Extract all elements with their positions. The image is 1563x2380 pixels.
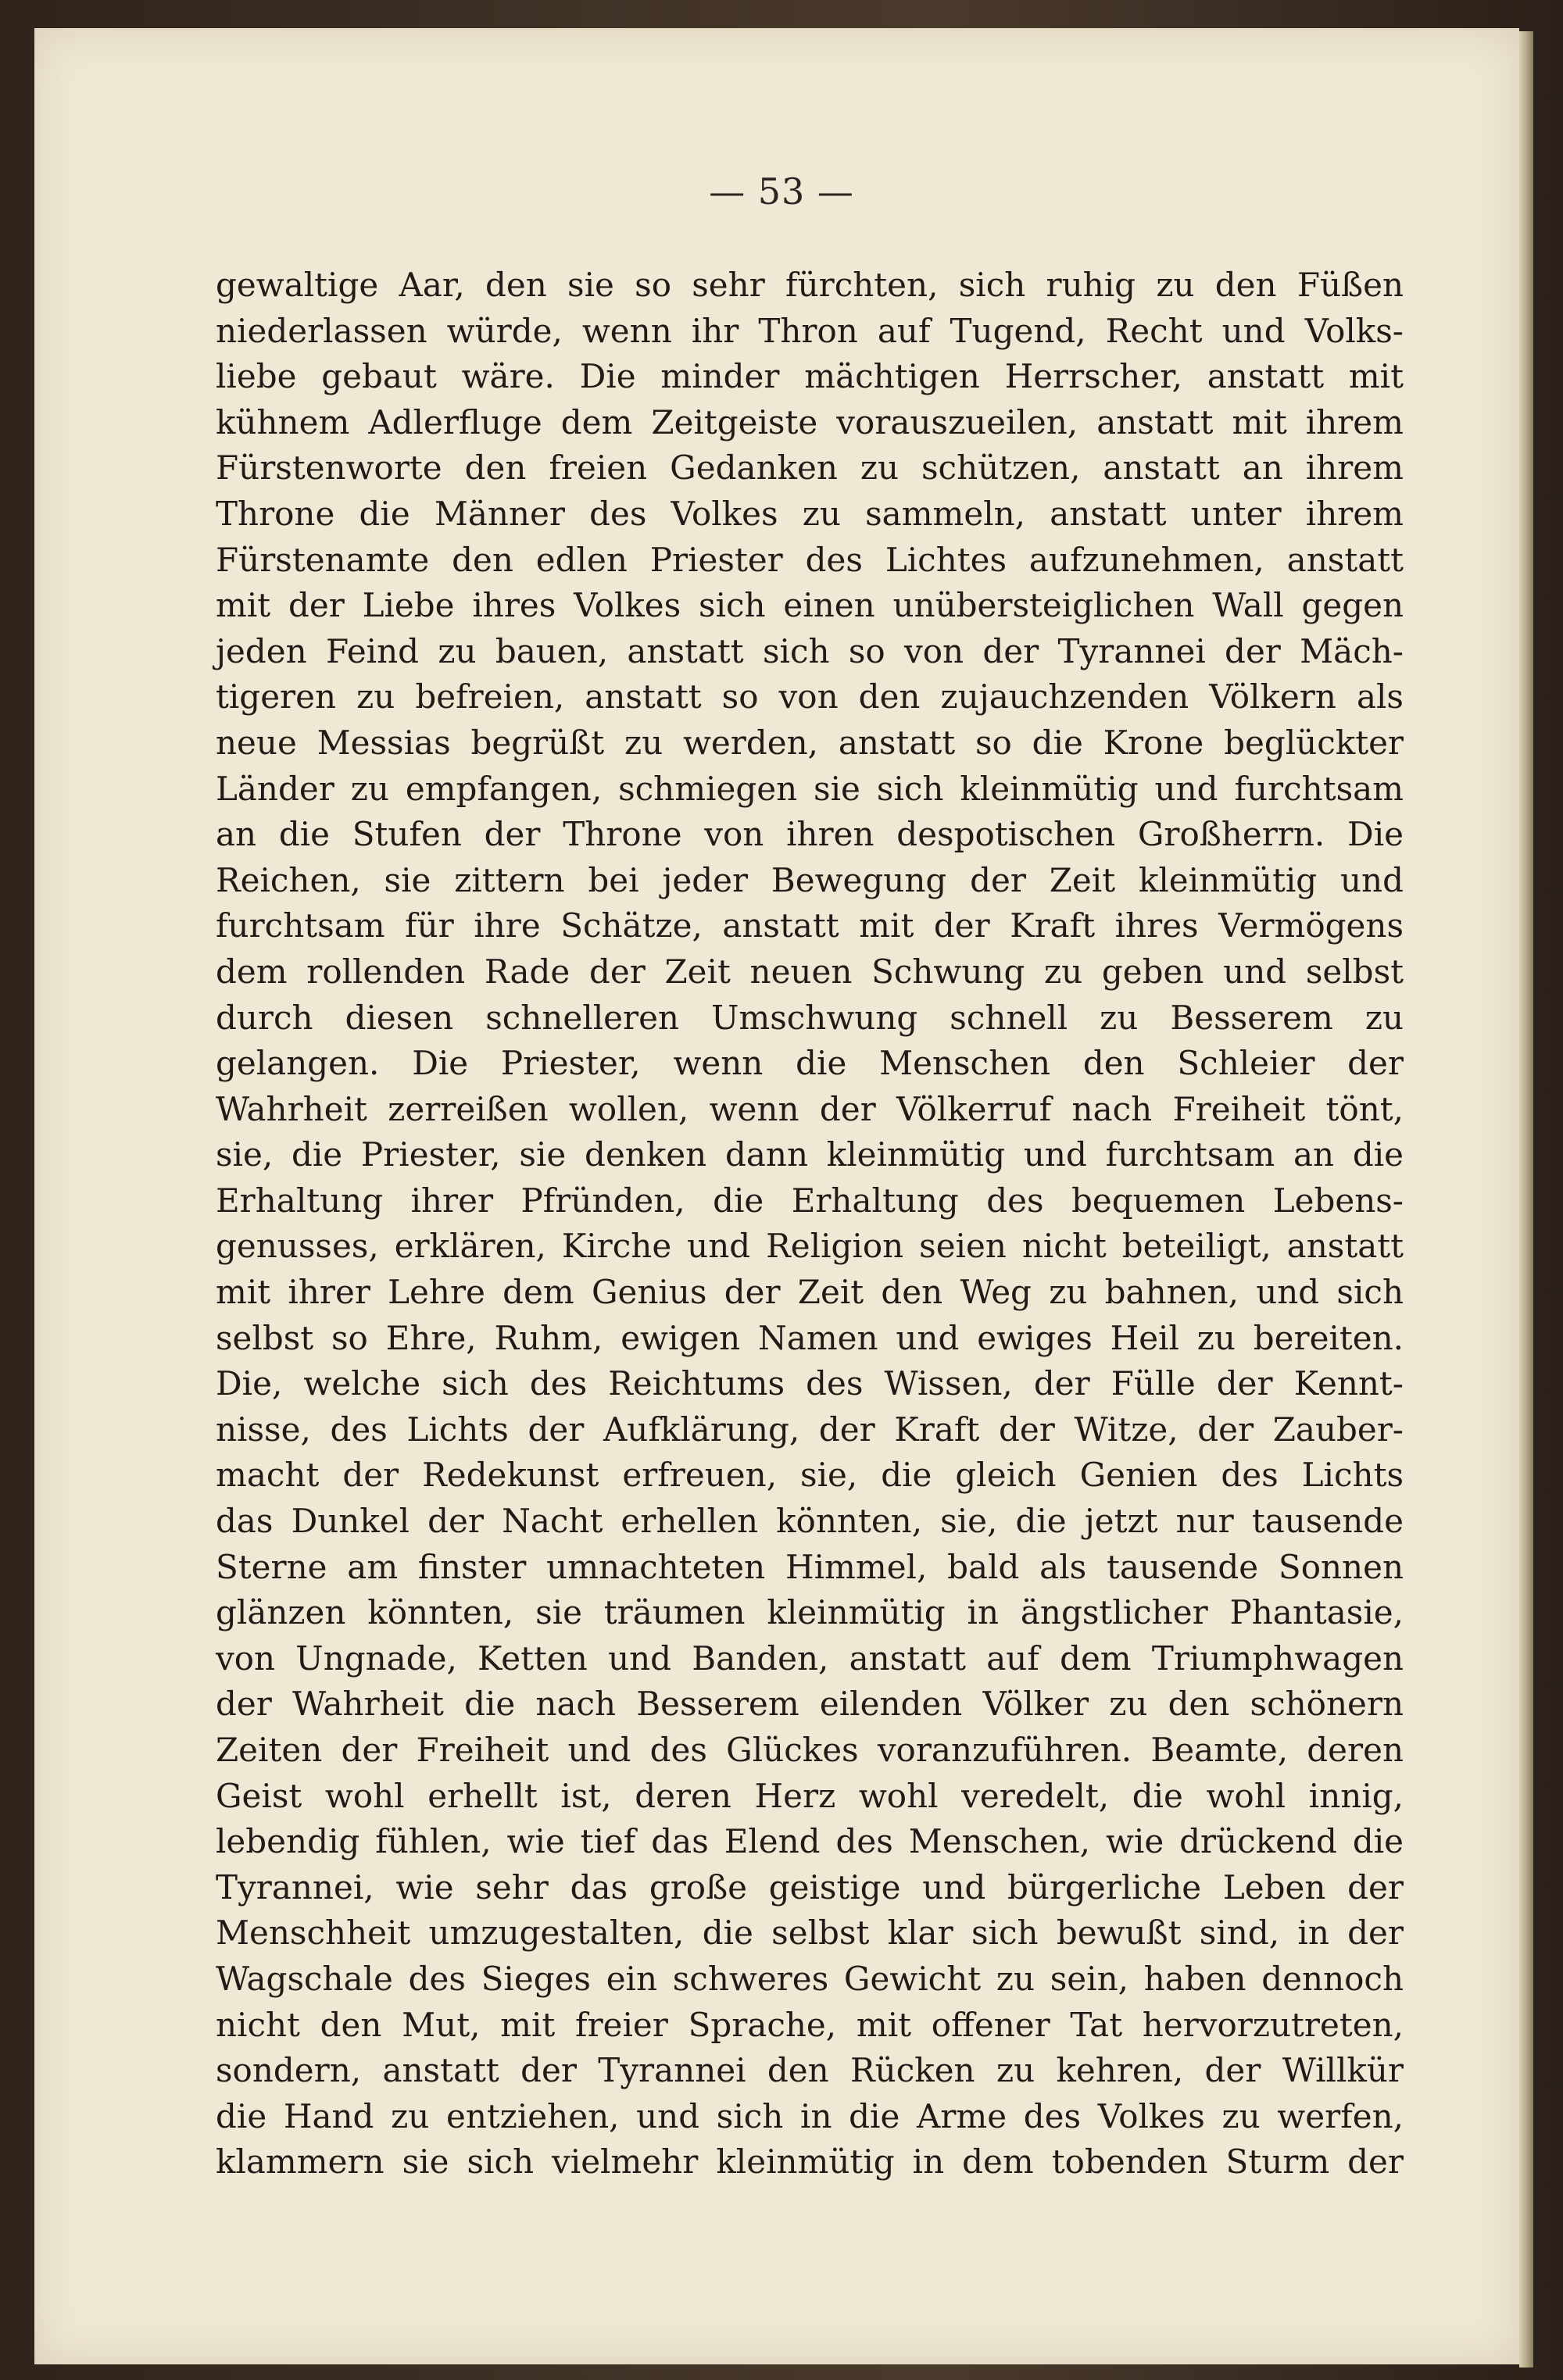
text-line: lebendig fühlen, wie tief das Elend des Menschen, wie drückend die [216, 1822, 1404, 1861]
page-number: — 53 — [709, 170, 854, 213]
text-line: klammern sie sich vielmehr kleinmütig in dem tobenden Sturm der [216, 2142, 1404, 2182]
text-line: Erhaltung ihrer Pfründen, die Erhaltung des bequemen Lebens- [216, 1181, 1404, 1220]
text-line: Throne die Männer des Volkes zu sammeln, anstatt unter ihrem [216, 494, 1404, 533]
text-line: Die, welche sich des Reichtums des Wissen, der Fülle der Kennt- [216, 1364, 1404, 1403]
text-line: nisse, des Lichts der Aufklärung, der Kraft der Witze, der Zauber- [216, 1410, 1404, 1449]
text-line: Reichen, sie zittern bei jeder Bewegung der Zeit kleinmütig und [216, 860, 1404, 899]
text-line: Wagschale des Sieges ein schweres Gewicht zu sein, haben dennoch [216, 1959, 1404, 1998]
text-line: das Dunkel der Nacht erhellen könnten, sie, die jetzt nur tausende [216, 1502, 1404, 1541]
text-line: der Wahrheit die nach Besserem eilenden Völker zu den schönern [216, 1685, 1404, 1724]
text-line: durch diesen schnelleren Umschwung schnell zu Besserem zu [216, 998, 1404, 1037]
text-line: sondern, anstatt der Tyrannei den Rücken zu kehren, der Willkür [216, 2051, 1404, 2090]
text-line: tigeren zu befreien, anstatt so von den zujauchzenden Völkern als [216, 677, 1404, 717]
text-line: Zeiten der Freiheit und des Glückes voranzuführen. Beamte, deren [216, 1731, 1404, 1769]
page-edge [1519, 31, 1533, 2367]
text-line: Wahrheit zerreißen wollen, wenn der Völkerruf nach Freiheit tönt, [216, 1089, 1404, 1128]
text-line: niederlassen würde, wenn ihr Thron auf Tugend, Recht und Volks- [216, 311, 1404, 350]
text-line: gelangen. Die Priester, wenn die Menschen den Schleier der [216, 1044, 1404, 1083]
text-line: Geist wohl erhellt ist, deren Herz wohl veredelt, die wohl innig, [216, 1776, 1404, 1815]
body-text [216, 263, 1404, 2185]
text-line: mit ihrer Lehre dem Genius der Zeit den Weg zu bahnen, und sich [216, 1273, 1404, 1312]
text-line: jeden Feind zu bauen, anstatt sich so von der Tyrannei der Mäch- [216, 631, 1404, 670]
text-line: die Hand zu entziehen, und sich in die Arme des Volkes zu werfen, [216, 2096, 1404, 2135]
text-line: sie, die Priester, sie denken dann kleinmütig und furchtsam an die [216, 1135, 1404, 1174]
text-line: Fürstenworte den freien Gedanken zu schützen, anstatt an ihrem [216, 448, 1404, 488]
text-line: Fürstenamte den edlen Priester des Lichtes aufzunehmen, anstatt [216, 540, 1404, 579]
text-line: nicht den Mut, mit freier Sprache, mit offener Tat hervorzutreten, [216, 2005, 1404, 2044]
text-line: Sterne am finster umnachteten Himmel, bald als tausende Sonnen [216, 1547, 1404, 1586]
text-line: dem rollenden Rade der Zeit neuen Schwung zu geben und selbst [216, 952, 1404, 991]
text-line: furchtsam für ihre Schätze, anstatt mit der Kraft ihres Vermögens [216, 906, 1404, 945]
text-line: Tyrannei, wie sehr das große geistige und bürgerliche Leben der [216, 1867, 1404, 1907]
text-line: neue Messias begrüßt zu werden, anstatt so die Krone beglückter [216, 723, 1404, 762]
text-line: macht der Redekunst erfreuen, sie, die gleich Genien des Lichts [216, 1456, 1404, 1495]
text-line: kühnem Adlerfluge dem Zeitgeiste vorauszueilen, anstatt mit ihrem [216, 402, 1404, 441]
text-line: gewaltige Aar, den sie so sehr fürchten, sich ruhig zu den Füßen [216, 266, 1404, 304]
text-line: von Ungnade, Ketten und Banden, anstatt auf dem Triumphwagen [216, 1638, 1404, 1678]
text-line: glänzen könnten, sie träumen kleinmütig in ängstlicher Phantasie, [216, 1593, 1404, 1632]
text-line: genusses, erklären, Kirche und Religion seien nicht beteiligt, anstatt [216, 1227, 1404, 1266]
text-line: an die Stufen der Throne von ihren despotischen Großherrn. Die [216, 815, 1404, 854]
text-line: mit der Liebe ihres Volkes sich einen unübersteiglichen Wall gegen [216, 586, 1404, 625]
text-line: selbst so Ehre, Ruhm, ewigen Namen und ewiges Heil zu bereiten. [216, 1318, 1404, 1357]
text-line: Menschheit umzugestalten, die selbst klar sich bewußt sind, in der [216, 1914, 1404, 1953]
text-line: Länder zu empfangen, schmiegen sie sich kleinmütig und furchtsam [216, 769, 1404, 808]
text-line: liebe gebaut wäre. Die minder mächtigen Herrscher, anstatt mit [216, 357, 1404, 396]
